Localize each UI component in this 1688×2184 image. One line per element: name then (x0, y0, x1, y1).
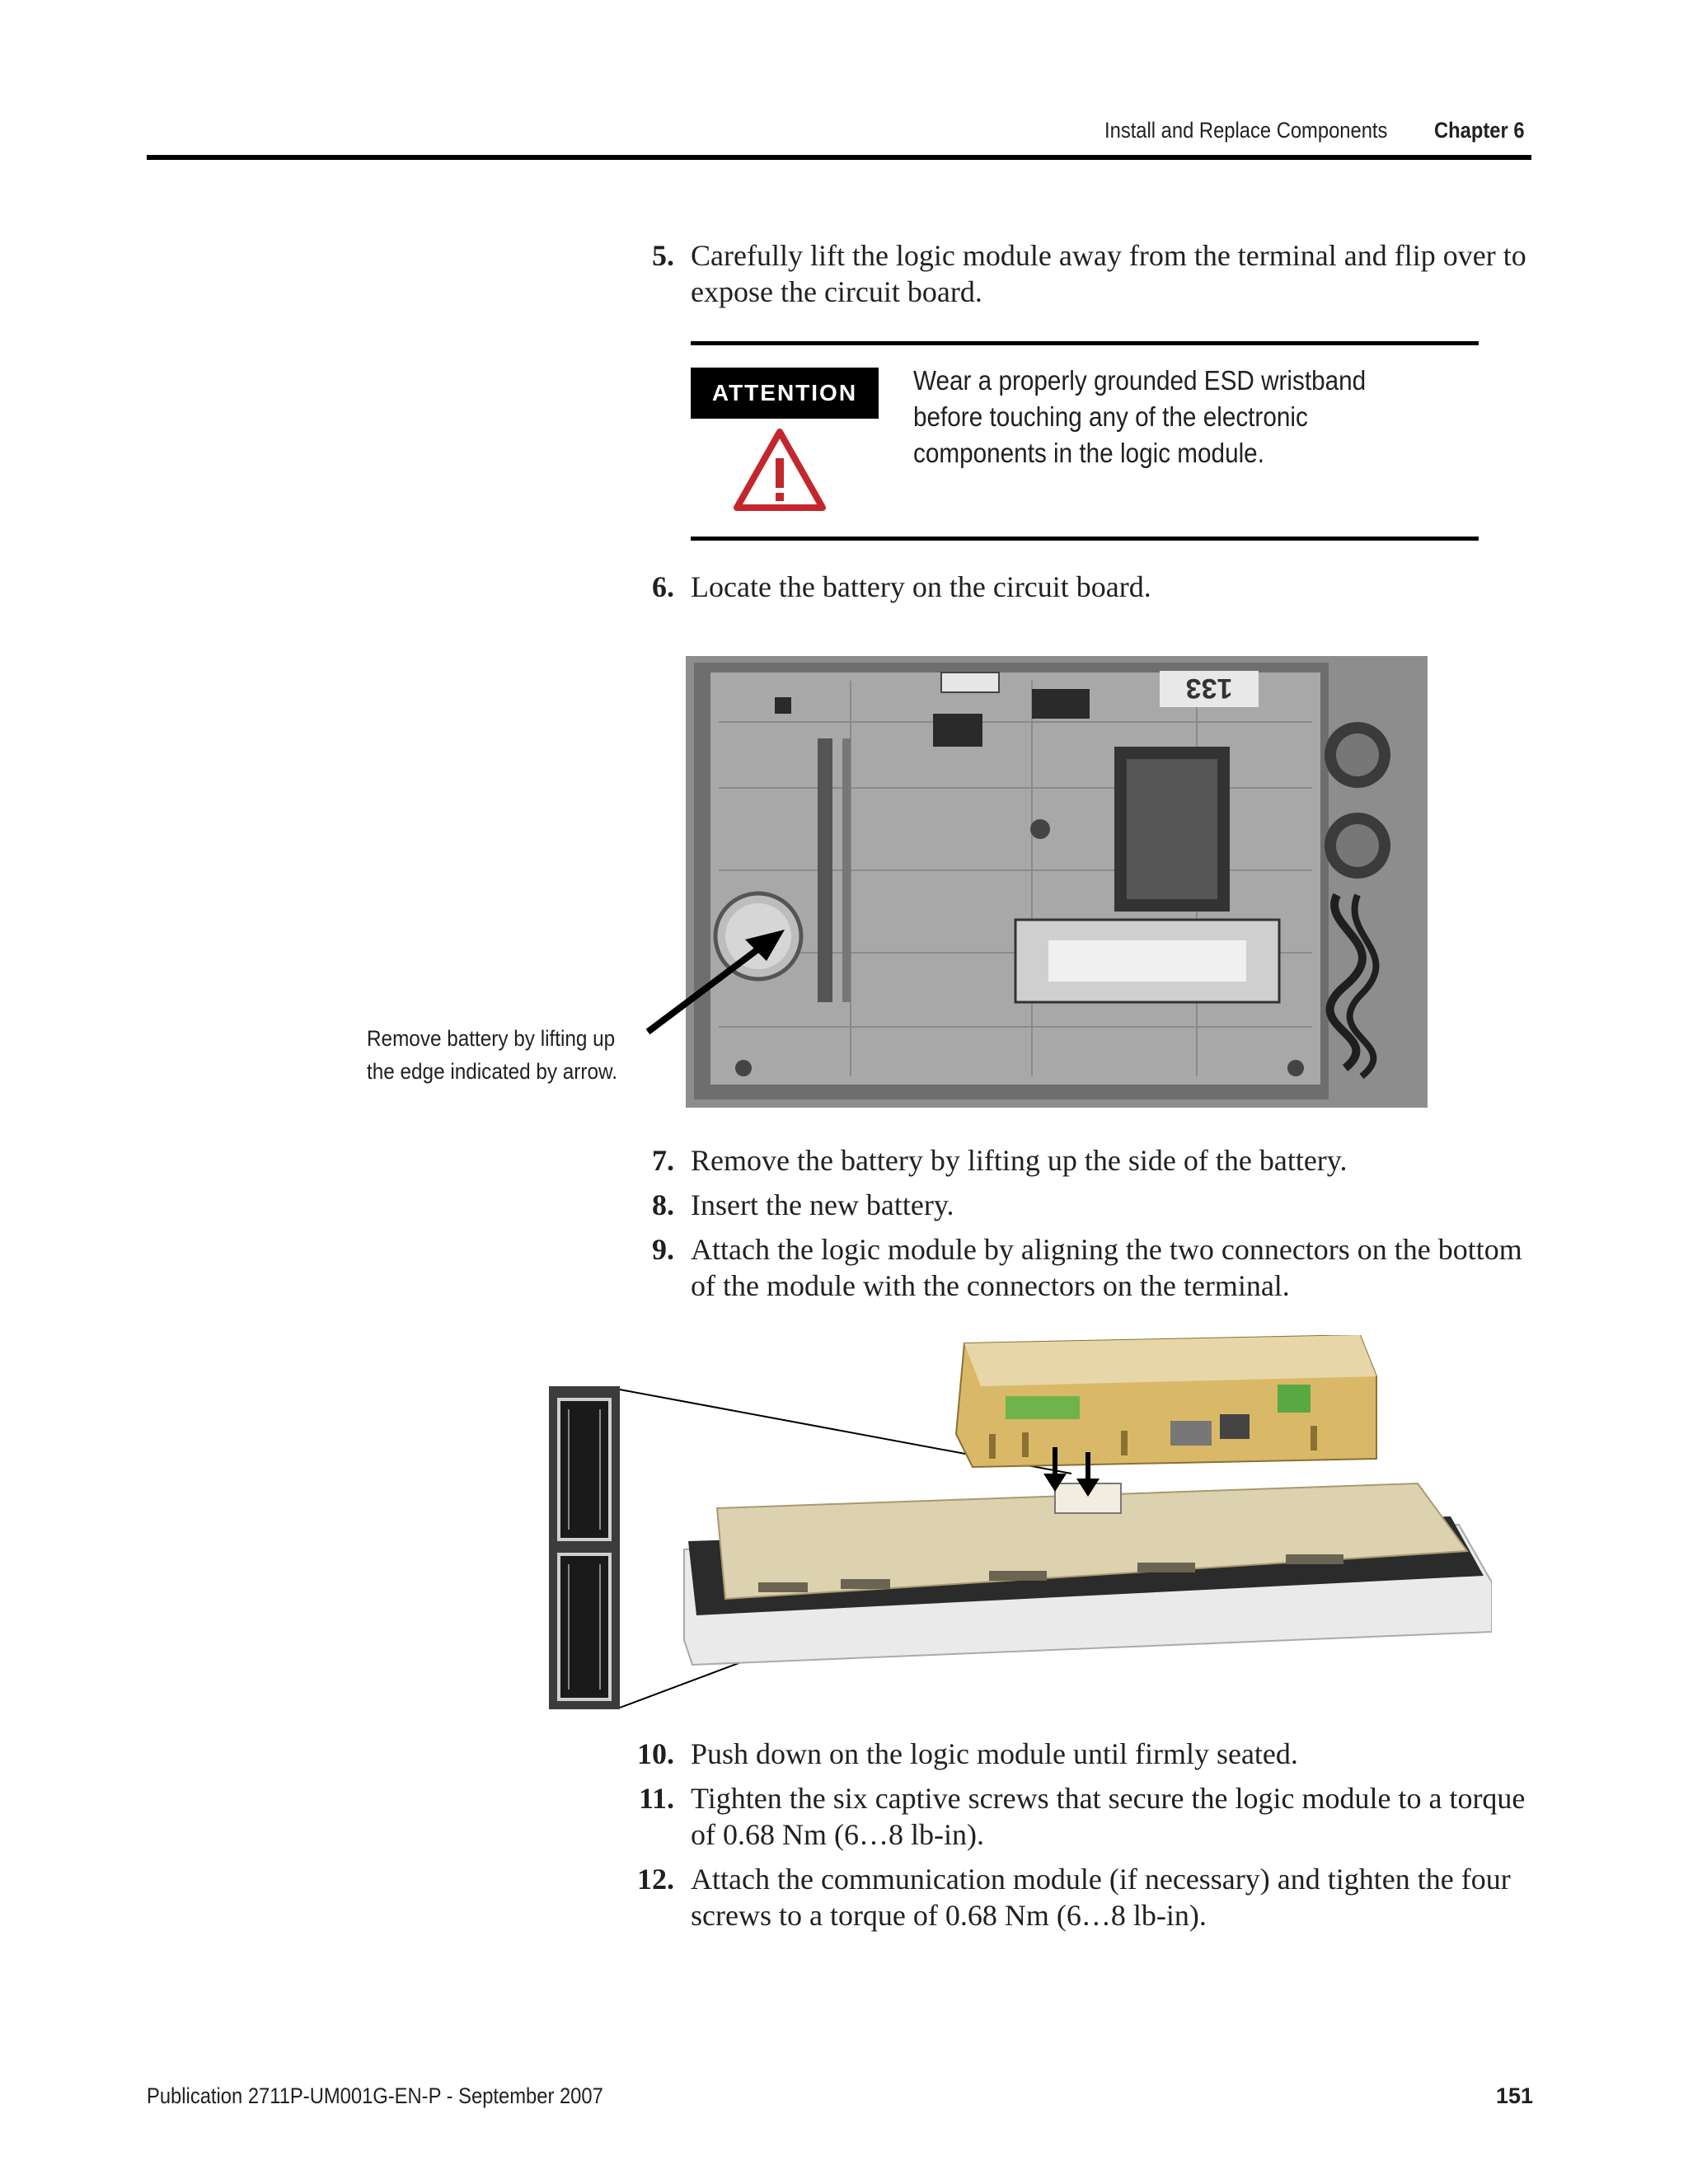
step-text: Push down on the logic module until firmly seated. (691, 1737, 1298, 1770)
page-number: 151 (1495, 2083, 1533, 2108)
footer-publication: Publication 2711P-UM001G-EN-P - September 2007 (147, 2083, 603, 2108)
step-6 (626, 569, 1550, 608)
step-number: 7. (652, 1144, 674, 1177)
step-number: 5. (652, 239, 674, 272)
step-number: 11. (638, 1782, 674, 1815)
step-text: Remove the battery by lifting up the side of the battery. (691, 1144, 1348, 1177)
warning-triangle-icon (732, 427, 828, 513)
step-number: 9. (652, 1233, 674, 1266)
attention-label: ATTENTION (691, 368, 879, 419)
running-header-section: Install and Replace Components (1104, 118, 1388, 143)
step-5 (626, 237, 1550, 312)
step-text: Insert the new battery. (691, 1188, 954, 1221)
step-8 (626, 1187, 1550, 1226)
step-number: 8. (652, 1188, 674, 1221)
step-text: Tighten the six captive screws that secure the logic module to a torque of 0.68 Nm (6…8 lb-in). (691, 1782, 1526, 1851)
attention-top-rule (691, 341, 1479, 345)
step-text: Attach the logic module by aligning the two connectors on the bottom of the module with the connectors on the terminal. (691, 1233, 1522, 1302)
step-11 (626, 1780, 1550, 1854)
step-7 (626, 1142, 1550, 1182)
step-text: Carefully lift the logic module away from the terminal and flip over to expose the circuit board. (691, 239, 1526, 308)
step-number: 6. (652, 570, 674, 603)
attention-bottom-rule (691, 537, 1479, 541)
board-label: 133 (1185, 673, 1233, 704)
logic-module-attach-photo (544, 1335, 1492, 1714)
step-10 (626, 1736, 1550, 1775)
step-number: 12. (637, 1863, 674, 1896)
battery-callout: Remove battery by lifting up the edge indicated by arrow. (367, 1026, 617, 1084)
header-rule (147, 155, 1531, 160)
step-number: 10. (637, 1737, 674, 1770)
step-12 (626, 1861, 1550, 1935)
step-text: Attach the communication module (if necessary) and tighten the four screws to a torque of 0.68 Nm (6…8 lb-in). (691, 1863, 1511, 1932)
step-text: Locate the battery on the circuit board. (691, 570, 1151, 603)
running-header-chapter: Chapter 6 (1434, 118, 1525, 143)
step-9 (626, 1231, 1550, 1305)
callout-arrow (643, 923, 791, 1038)
attention-text: Wear a properly grounded ESD wristband before touching any of the electronic components in the logic module. (913, 365, 1367, 468)
circuit-board-photo (686, 656, 1428, 1108)
